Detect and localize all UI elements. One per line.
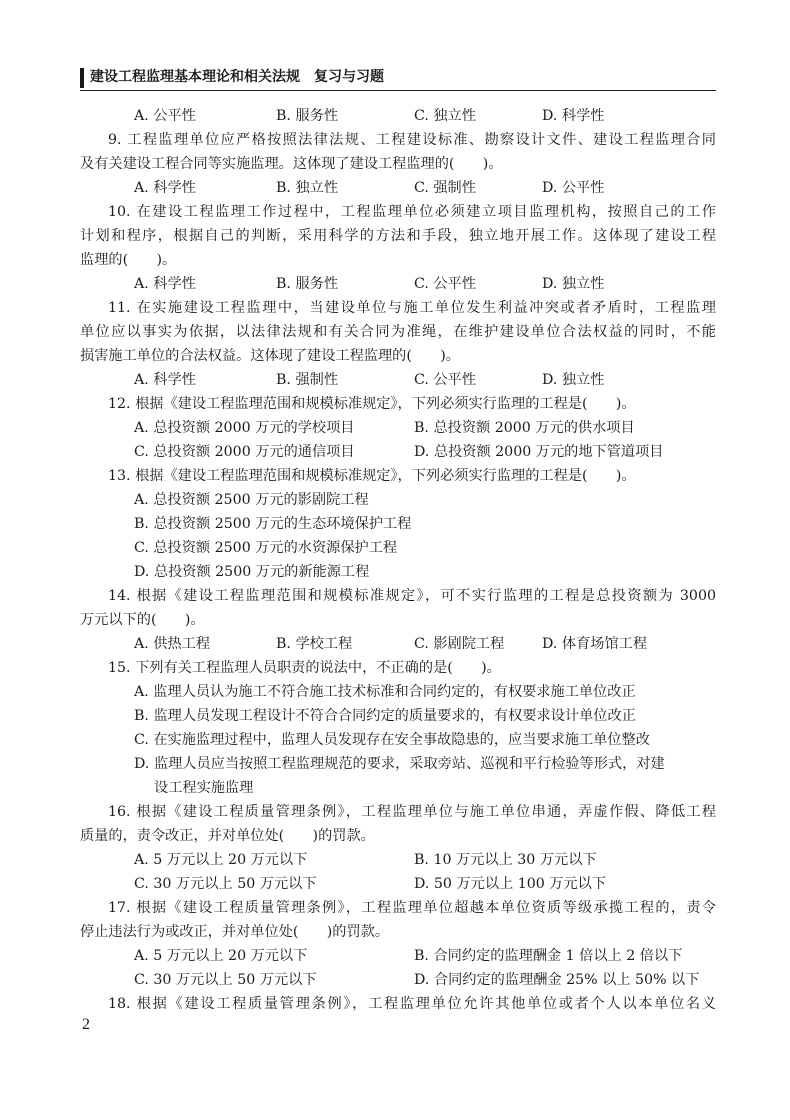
question-16-stem: 质量的，责令改正，并对单位处( )的罚款。: [80, 828, 375, 844]
question-10-stem: 10. 在建设工程监理工作过程中，工程监理单位必须建立项目监理机构，按照自己的工作: [108, 204, 716, 220]
option: B. 服务性: [276, 276, 339, 292]
option: B. 服务性: [276, 108, 339, 124]
option: B. 独立性: [276, 180, 339, 196]
q17-options: [80, 968, 716, 992]
option: C. 30 万元以上 50 万元以下: [134, 876, 317, 892]
option: B. 合同约定的监理酬金 1 倍以上 2 倍以下: [414, 948, 683, 964]
q17-options: [80, 944, 716, 968]
question-17-stem: 停止违法行为或改正，并对单位处( )的罚款。: [80, 924, 390, 940]
question-12-stem: 12. 根据《建设工程监理范围和规模标准规定》，下列必须实行监理的工程是( )。: [108, 396, 636, 412]
q14-options: [80, 632, 716, 656]
option: C. 30 万元以上 50 万元以下: [134, 972, 317, 988]
option: D. 独立性: [542, 276, 605, 292]
option: D. 监理人员应当按照工程监理规范的要求，采取旁站、巡视和平行检验等形式，对建: [134, 756, 665, 772]
option: C. 独立性: [414, 108, 476, 124]
option: B. 学校工程: [276, 636, 353, 652]
option: C. 公平性: [414, 276, 476, 292]
option: C. 总投资额 2500 万元的水资源保护工程: [134, 540, 398, 556]
question-16-stem: 16. 根据《建设工程质量管理条例》，工程监理单位与施工单位串通，弄虚作假、降低工程: [108, 804, 716, 820]
q16-options: [80, 872, 716, 896]
option: C. 总投资额 2000 万元的通信项目: [134, 444, 355, 460]
header-rule: [80, 90, 716, 91]
option: A. 5 万元以上 20 万元以下: [134, 852, 308, 868]
option: B. 10 万元以上 30 万元以下: [414, 852, 597, 868]
q9-options: [80, 176, 716, 200]
question-11-stem: 损害施工单位的合法权益。这体现了建设工程监理的( )。: [80, 348, 460, 364]
question-11-stem: 11. 在实施建设工程监理中，当建设单位与施工单位发生利益冲突或者矛盾时，工程监理: [108, 300, 716, 316]
question-14-stem: 14. 根据《建设工程监理范围和规模标准规定》，可不实行监理的工程是总投资额为 3000: [108, 588, 716, 604]
q10-options: [80, 272, 716, 296]
option: D. 公平性: [542, 180, 605, 196]
option: 设工程实施监理: [154, 780, 254, 796]
question-9-stem: 9. 工程监理单位应严格按照法律法规、工程建设标准、勘察设计文件、建设工程监理合同: [108, 132, 716, 148]
question-10-stem: 监理的( )。: [80, 252, 177, 268]
option: A. 供热工程: [134, 636, 211, 652]
option: C. 公平性: [414, 372, 476, 388]
option: D. 体育场馆工程: [542, 636, 648, 652]
option: A. 科学性: [134, 276, 196, 292]
option: B. 监理人员发现工程设计不符合合同约定的质量要求的，有权要求设计单位改正: [134, 708, 636, 724]
option: A. 科学性: [134, 372, 196, 388]
option: B. 强制性: [276, 372, 339, 388]
question-13-stem: 13. 根据《建设工程监理范围和规模标准规定》，下列必须实行监理的工程是( )。: [108, 468, 636, 484]
question-9-stem: 及有关建设工程合同等实施监理。这体现了建设工程监理的( )。: [80, 156, 503, 172]
option: D. 科学性: [542, 108, 605, 124]
page-number: 2: [82, 1016, 90, 1033]
q12-options: [80, 440, 716, 464]
question-10-stem: 计划和程序，根据自己的判断，采用科学的方法和手段，独立地开展工作。这体现了建设工程: [80, 228, 716, 244]
option: D. 独立性: [542, 372, 605, 388]
option: A. 5 万元以上 20 万元以下: [134, 948, 308, 964]
option: B. 总投资额 2000 万元的供水项目: [414, 420, 635, 436]
running-header: [80, 66, 716, 92]
q12-options: [80, 416, 716, 440]
question-17-stem: 17. 根据《建设工程质量管理条例》，工程监理单位超越本单位资质等级承揽工程的，责令: [108, 900, 716, 916]
q8-options: [80, 104, 716, 128]
header-bar: [80, 68, 84, 88]
option: A. 科学性: [134, 180, 196, 196]
option: D. 合同约定的监理酬金 25% 以上 50% 以下: [414, 972, 700, 988]
option: D. 总投资额 2500 万元的新能源工程: [134, 564, 370, 580]
q16-options: [80, 848, 716, 872]
question-11-stem: 单位应以事实为依据，以法律法规和有关合同为准绳，在维护建设单位合法权益的同时，不能: [80, 324, 716, 340]
q11-options: [80, 368, 716, 392]
question-14-stem: 万元以下的( )。: [80, 612, 205, 628]
option: C. 强制性: [414, 180, 476, 196]
option: A. 监理人员认为施工不符合施工技术标准和合同约定的，有权要求施工单位改正: [134, 684, 636, 700]
question-list: [80, 104, 716, 1016]
option: A. 公平性: [134, 108, 196, 124]
option: A. 总投资额 2000 万元的学校项目: [134, 420, 355, 436]
option: B. 总投资额 2500 万元的生态环境保护工程: [134, 516, 412, 532]
header-title: 建设工程监理基本理论和相关法规 复习与习题: [90, 69, 384, 85]
option: C. 在实施监理过程中，监理人员发现存在安全事故隐患的，应当要求施工单位整改: [134, 732, 650, 748]
option: D. 50 万元以上 100 万元以下: [414, 876, 607, 892]
option: D. 总投资额 2000 万元的地下管道项目: [414, 444, 664, 460]
option: C. 影剧院工程: [414, 636, 505, 652]
question-18-stem: 18. 根据《建设工程质量管理条例》，工程监理单位允许其他单位或者个人以本单位名义: [108, 996, 716, 1012]
question-15-stem: 15. 下列有关工程监理人员职责的说法中，不正确的是( )。: [108, 660, 501, 676]
option: A. 总投资额 2500 万元的影剧院工程: [134, 492, 369, 508]
